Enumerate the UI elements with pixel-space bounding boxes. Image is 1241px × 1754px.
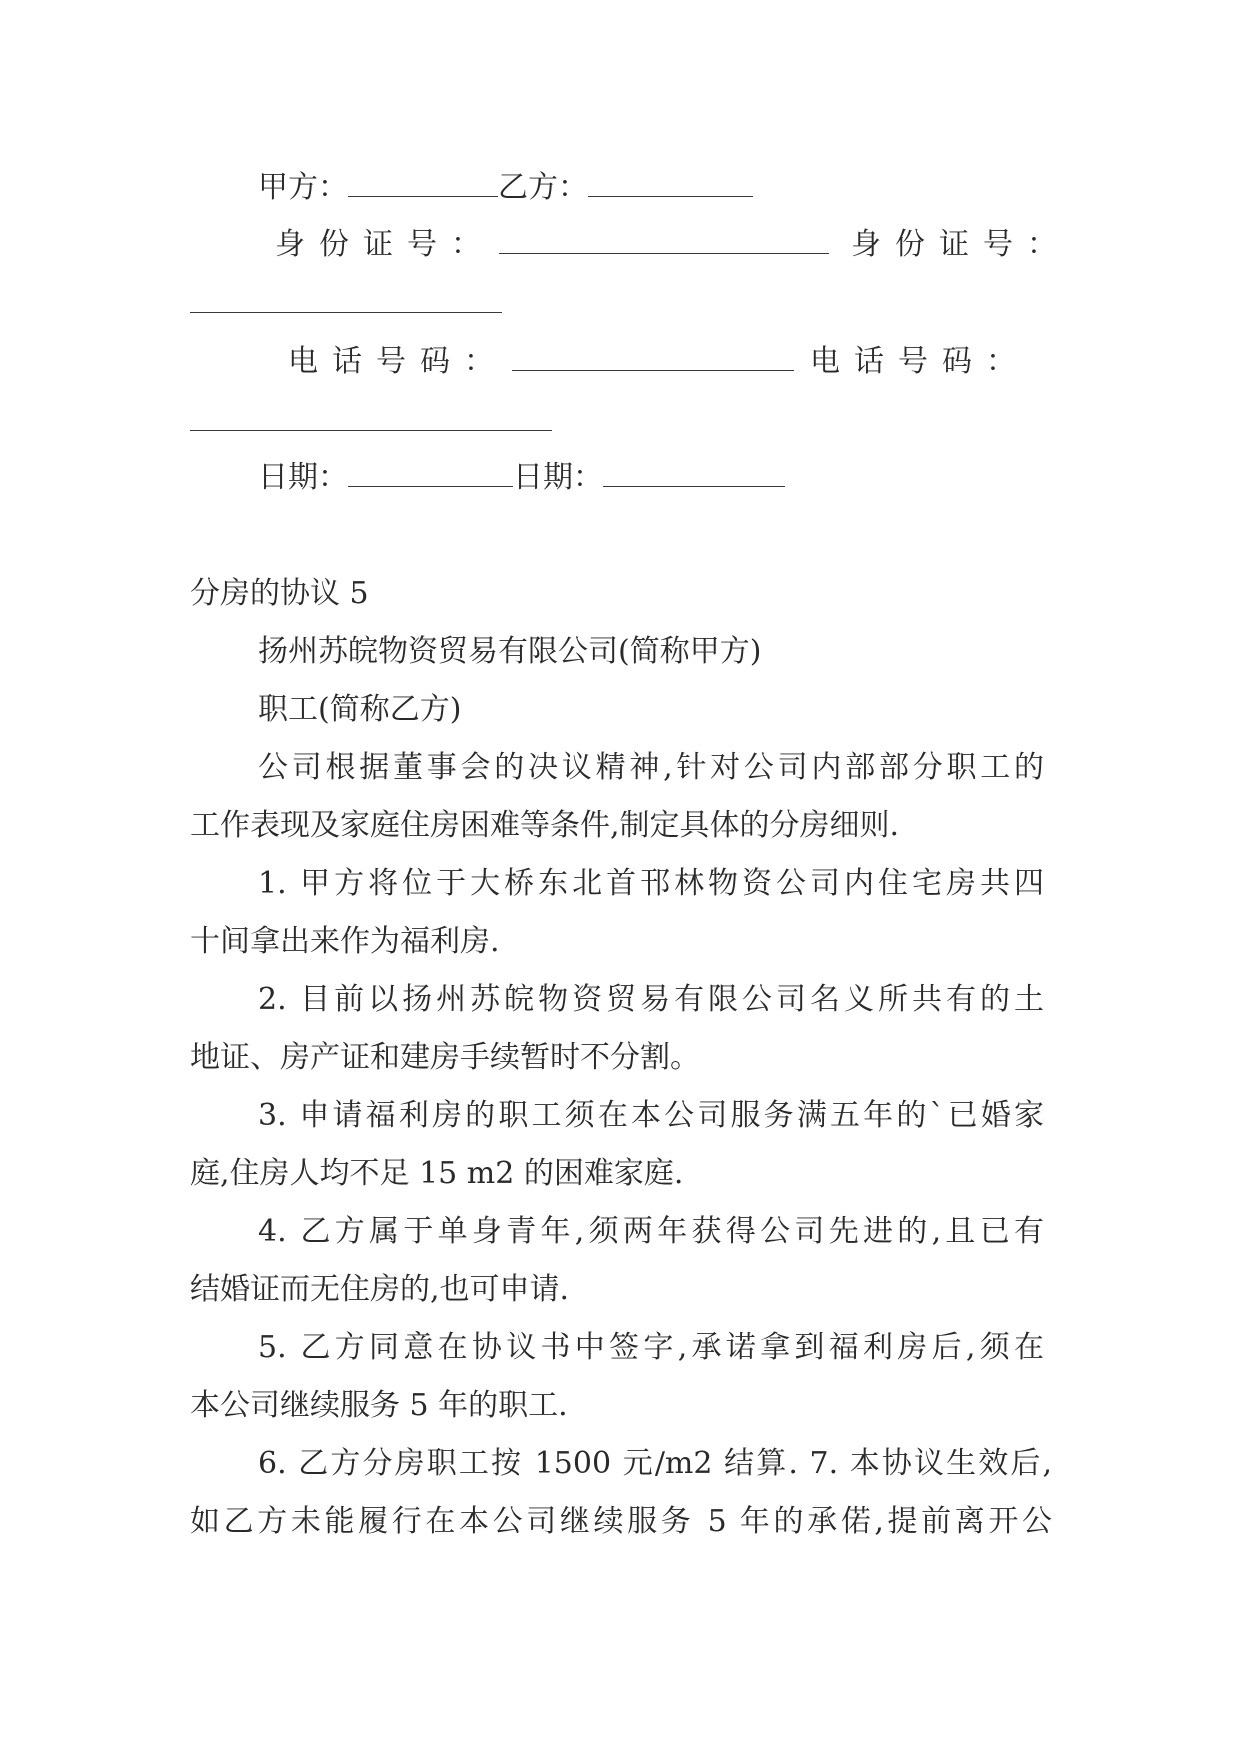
intro-line-2: 工作表现及家庭住房困难等条件,制定具体的分房细则.: [190, 808, 900, 843]
party-signature-row: [258, 168, 1128, 208]
party-b-id-blank: [190, 310, 502, 313]
party-a-phone-blank: [512, 342, 794, 371]
party-b-phone-blank: [190, 428, 552, 431]
item-1-line-1: 1. 甲方将位于大桥东北首邗林物资公司内住宅房共四: [258, 866, 1044, 901]
party-a-id-blank: [499, 225, 829, 254]
party-a-date-blank: [348, 458, 513, 487]
party-b-label: 乙方：: [498, 170, 588, 205]
party-b-id-label: 身份证号：: [851, 227, 1071, 262]
party-b-name: 职工(简称乙方): [258, 692, 462, 727]
item-1-line-2: 十间拿出来作为福利房.: [190, 924, 500, 959]
id-number-row: [275, 225, 1145, 265]
intro-line-1: 公司根据董事会的决议精神,针对公司内部部分职工的: [258, 750, 1044, 785]
party-b-blank: [588, 168, 753, 197]
item-4-line-1: 4. 乙方属于单身青年,须两年获得公司先进的,且已有: [258, 1214, 1044, 1249]
party-a-label: 甲方：: [258, 170, 348, 205]
item-6-line-1: 6. 乙方分房职工按 1500 元/m2 结算. 7. 本协议生效后,: [258, 1446, 1052, 1481]
item-2-line-2: 地证、房产证和建房手续暂时不分割。: [190, 1040, 700, 1075]
party-a-phone-label: 电话号码：: [288, 344, 508, 379]
party-b-date-label: 日期：: [513, 460, 603, 495]
party-a-id-label: 身份证号：: [275, 227, 495, 262]
item-3-line-2: 庭,住房人均不足 15 m2 的困难家庭.: [190, 1156, 684, 1191]
item-4-line-2: 结婚证而无住房的,也可申请.: [190, 1272, 570, 1307]
agreement-title: 分房的协议 5: [190, 576, 369, 611]
item-5-line-2: 本公司继续服务 5 年的职工.: [190, 1388, 568, 1423]
party-b-phone-label: 电话号码：: [810, 344, 1030, 379]
phone-number-row: [288, 342, 1158, 382]
party-b-date-blank: [603, 458, 785, 487]
item-5-line-1: 5. 乙方同意在协议书中签字,承诺拿到福利房后,须在: [258, 1330, 1044, 1365]
item-2-line-1: 2. 目前以扬州苏皖物资贸易有限公司名义所共有的土: [258, 982, 1044, 1017]
date-row: [258, 458, 1128, 498]
item-3-line-1: 3. 申请福利房的职工须在本公司服务满五年的`已婚家: [258, 1098, 1044, 1133]
party-a-date-label: 日期：: [258, 460, 348, 495]
party-a-blank: [348, 168, 498, 197]
party-a-name: 扬州苏皖物资贸易有限公司(简称甲方): [258, 634, 762, 669]
item-6-line-2: 如乙方未能履行在本公司继续服务 5 年的承偌,提前离开公: [190, 1504, 1052, 1539]
